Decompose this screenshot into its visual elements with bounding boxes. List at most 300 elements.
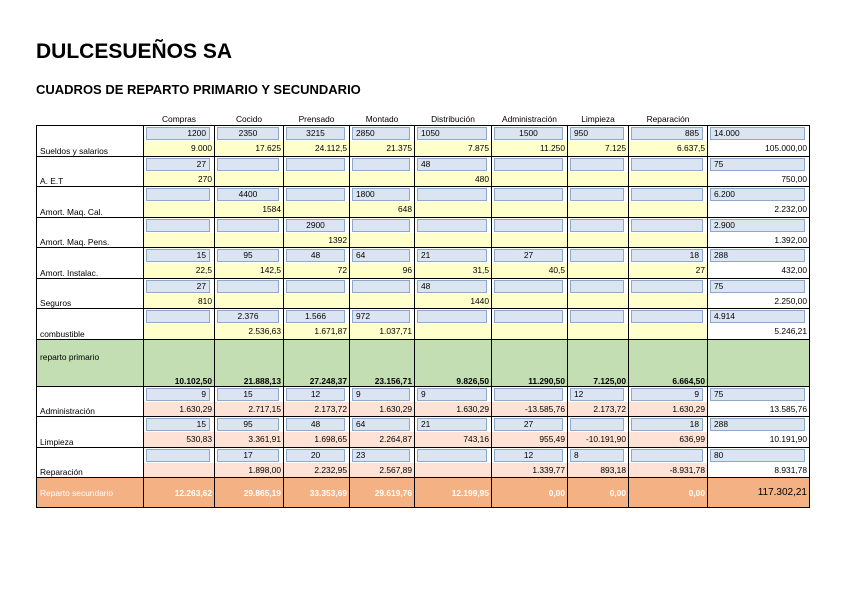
base-value-box: 972	[352, 310, 410, 323]
value-cell	[350, 294, 415, 309]
value-cell	[629, 324, 708, 339]
value-row	[37, 141, 810, 156]
base-value-box: 12	[570, 388, 624, 401]
base-cell	[629, 447, 708, 463]
base-value-box: 23	[352, 449, 410, 462]
base-value-box	[286, 280, 345, 293]
value-cell: 893,18	[568, 463, 629, 478]
base-cell	[415, 187, 492, 203]
base-value-box: 12	[494, 449, 563, 462]
base-value-box: 27	[146, 158, 210, 171]
base-cell	[415, 126, 492, 142]
base-value-box	[631, 280, 703, 293]
value-cell: 142,5	[215, 263, 284, 278]
base-value-box	[417, 188, 487, 201]
secondary-label: Reparto secundario	[37, 478, 144, 508]
value-cell: 2.173,72	[568, 402, 629, 417]
base-cell	[215, 386, 284, 402]
base-cell	[215, 417, 284, 433]
value-cell	[284, 294, 350, 309]
column-header: Administración	[502, 114, 557, 124]
column-header: Distribución	[431, 114, 475, 124]
base-cell	[350, 447, 415, 463]
base-cell	[629, 217, 708, 233]
value-cell: 1.898,00	[215, 463, 284, 478]
base-cell	[629, 187, 708, 203]
base-value-box	[417, 449, 487, 462]
base-value-box	[352, 219, 410, 232]
row-label: Amort. Instalac.	[37, 248, 144, 279]
base-cell	[629, 417, 708, 433]
base-cell	[284, 278, 350, 294]
base-row	[37, 309, 810, 325]
value-cell: 2.536,63	[215, 324, 284, 339]
base-cell	[284, 386, 350, 402]
value-cell: 2.717,15	[215, 402, 284, 417]
base-value-box: 48	[417, 280, 487, 293]
value-cell: 72	[284, 263, 350, 278]
base-row	[37, 278, 810, 294]
base-value-box: 4400	[217, 188, 279, 201]
base-cell	[215, 126, 284, 142]
base-cell	[144, 217, 215, 233]
base-total-box: 4.914	[710, 310, 805, 323]
value-cell: 11.250	[492, 141, 568, 156]
base-value-box: 95	[217, 249, 279, 262]
value-cell: 1.630,29	[144, 402, 215, 417]
base-value-box	[146, 310, 210, 323]
value-cell	[492, 294, 568, 309]
value-cell: 1.698,65	[284, 432, 350, 447]
base-cell	[350, 278, 415, 294]
secondary-value: 12.199,95	[415, 478, 492, 508]
base-value-box: 9	[631, 388, 703, 401]
base-cell	[415, 278, 492, 294]
value-cell: 3.361,91	[215, 432, 284, 447]
base-cell	[415, 156, 492, 172]
base-cell	[144, 417, 215, 433]
base-cell	[215, 309, 284, 325]
base-total-box: 75	[710, 388, 805, 401]
base-cell	[629, 278, 708, 294]
base-value-box: 1800	[352, 188, 410, 201]
value-cell	[144, 233, 215, 248]
base-cell	[568, 278, 629, 294]
base-value-box	[217, 219, 279, 232]
base-value-box: 885	[631, 127, 703, 140]
value-cell: 270	[144, 172, 215, 187]
value-cell: 22,5	[144, 263, 215, 278]
base-cell	[568, 386, 629, 402]
base-value-box: 27	[494, 249, 563, 262]
value-cell	[215, 294, 284, 309]
column-header: Limpieza	[581, 114, 615, 124]
base-cell	[492, 309, 568, 325]
base-total-cell	[708, 417, 810, 433]
value-cell	[492, 324, 568, 339]
base-value-box: 48	[286, 249, 345, 262]
base-value-box: 1.566	[286, 310, 345, 323]
row-total: 10.191,90	[708, 432, 810, 447]
base-cell	[350, 126, 415, 142]
base-value-box	[570, 219, 624, 232]
base-total-cell	[708, 217, 810, 233]
base-value-box	[570, 188, 624, 201]
value-cell	[415, 463, 492, 478]
base-value-box	[352, 158, 410, 171]
document-subtitle: CUADROS DE REPARTO PRIMARIO Y SECUNDARIO	[36, 82, 361, 97]
row-label: Seguros	[37, 278, 144, 309]
base-cell	[415, 386, 492, 402]
value-cell: 1.671,87	[284, 324, 350, 339]
row-total: 8.931,78	[708, 463, 810, 478]
base-value-box	[352, 280, 410, 293]
base-value-box: 18	[631, 249, 703, 262]
base-cell	[415, 417, 492, 433]
cost-distribution-table	[36, 113, 810, 508]
base-cell	[568, 156, 629, 172]
base-value-box: 15	[217, 388, 279, 401]
base-cell	[144, 156, 215, 172]
table-body	[37, 126, 810, 508]
value-cell	[492, 202, 568, 217]
base-value-box: 2350	[217, 127, 279, 140]
row-label: Administración	[37, 386, 144, 417]
secondary-total: 117.302,21	[708, 478, 810, 508]
base-total-cell	[708, 187, 810, 203]
base-cell	[284, 187, 350, 203]
base-total-box: 80	[710, 449, 805, 462]
value-cell	[284, 202, 350, 217]
base-total-box: 288	[710, 418, 805, 431]
base-value-box: 21	[417, 418, 487, 431]
base-value-box	[494, 310, 563, 323]
base-value-box	[570, 310, 624, 323]
value-row	[37, 463, 810, 478]
value-row	[37, 432, 810, 447]
value-cell: 1.037,71	[350, 324, 415, 339]
secondary-value: 12.263,62	[144, 478, 215, 508]
base-cell	[492, 248, 568, 264]
row-total: 2.250,00	[708, 294, 810, 309]
base-cell	[350, 248, 415, 264]
base-cell	[568, 248, 629, 264]
base-cell	[350, 187, 415, 203]
value-row	[37, 294, 810, 309]
base-cell	[215, 156, 284, 172]
row-total: 2.232,00	[708, 202, 810, 217]
base-cell	[568, 309, 629, 325]
secondary-value: 29.865,19	[215, 478, 284, 508]
base-value-box: 27	[146, 280, 210, 293]
base-value-box: 48	[417, 158, 487, 171]
value-cell	[568, 294, 629, 309]
base-cell	[568, 217, 629, 233]
value-cell: 2.567,89	[350, 463, 415, 478]
value-cell: 648	[350, 202, 415, 217]
base-cell	[144, 447, 215, 463]
base-value-box: 9	[417, 388, 487, 401]
base-cell	[350, 309, 415, 325]
base-value-box	[146, 449, 210, 462]
base-value-box: 17	[217, 449, 279, 462]
base-value-box	[286, 188, 345, 201]
base-value-box	[146, 219, 210, 232]
secondary-value: 0,00	[568, 478, 629, 508]
row-label: combustible	[37, 309, 144, 340]
primary-total	[708, 339, 810, 386]
base-value-box	[494, 158, 563, 171]
base-value-box: 15	[146, 249, 210, 262]
value-cell	[350, 172, 415, 187]
value-cell: 955,49	[492, 432, 568, 447]
value-cell: 21.375	[350, 141, 415, 156]
primary-value: 21.888,13	[215, 339, 284, 386]
base-value-box: 2900	[286, 219, 345, 232]
base-cell	[284, 126, 350, 142]
row-label: Amort. Maq. Cal.	[37, 187, 144, 218]
base-cell	[629, 309, 708, 325]
base-cell	[568, 417, 629, 433]
value-cell	[629, 294, 708, 309]
value-cell: 31,5	[415, 263, 492, 278]
value-cell: 1.630,29	[629, 402, 708, 417]
secondary-value: 0,00	[492, 478, 568, 508]
value-cell: 2.232,95	[284, 463, 350, 478]
base-cell	[215, 278, 284, 294]
header-blank	[708, 113, 810, 126]
value-cell	[568, 172, 629, 187]
value-cell: 2.173,72	[284, 402, 350, 417]
base-total-box: 14.000	[710, 127, 805, 140]
base-row	[37, 126, 810, 142]
row-label: Sueldos y salarios	[37, 126, 144, 157]
base-value-box: 1500	[494, 127, 563, 140]
value-cell: 530,83	[144, 432, 215, 447]
row-label: A. E.T	[37, 156, 144, 187]
base-cell	[215, 187, 284, 203]
base-cell	[144, 309, 215, 325]
value-cell: 17.625	[215, 141, 284, 156]
base-row	[37, 156, 810, 172]
value-cell: 2.264,87	[350, 432, 415, 447]
row-total: 105.000,00	[708, 141, 810, 156]
base-value-box: 2.376	[217, 310, 279, 323]
base-total-box: 75	[710, 280, 805, 293]
value-cell	[568, 233, 629, 248]
row-total: 5.246,21	[708, 324, 810, 339]
primary-value: 23.156,71	[350, 339, 415, 386]
row-total: 750,00	[708, 172, 810, 187]
column-header: Prensado	[298, 114, 335, 124]
base-value-box: 1050	[417, 127, 487, 140]
base-value-box	[494, 188, 563, 201]
base-cell	[350, 156, 415, 172]
value-cell: 743,16	[415, 432, 492, 447]
primary-value: 7.125,00	[568, 339, 629, 386]
base-value-box: 15	[146, 418, 210, 431]
value-cell: 1.339,77	[492, 463, 568, 478]
base-value-box	[570, 158, 624, 171]
value-cell: 7.875	[415, 141, 492, 156]
value-cell	[415, 324, 492, 339]
base-cell	[492, 417, 568, 433]
value-row	[37, 172, 810, 187]
base-cell	[415, 217, 492, 233]
base-value-box: 9	[146, 388, 210, 401]
base-value-box	[146, 188, 210, 201]
base-cell	[284, 417, 350, 433]
base-row	[37, 417, 810, 433]
base-cell	[284, 309, 350, 325]
base-row	[37, 447, 810, 463]
primary-distribution-row	[37, 339, 810, 386]
value-cell: 810	[144, 294, 215, 309]
primary-value: 6.664,50	[629, 339, 708, 386]
value-cell: -13.585,76	[492, 402, 568, 417]
base-cell	[492, 278, 568, 294]
value-cell: -10.191,90	[568, 432, 629, 447]
secondary-value: 29.619,76	[350, 478, 415, 508]
base-value-box: 2850	[352, 127, 410, 140]
secondary-value: 0,00	[629, 478, 708, 508]
value-cell	[215, 233, 284, 248]
primary-value: 27.248,37	[284, 339, 350, 386]
base-row	[37, 217, 810, 233]
base-cell	[568, 447, 629, 463]
base-value-box	[417, 310, 487, 323]
row-label: Limpieza	[37, 417, 144, 448]
document-title: DULCESUEÑOS SA	[36, 40, 233, 63]
row-total: 432,00	[708, 263, 810, 278]
base-value-box	[631, 158, 703, 171]
base-total-cell	[708, 248, 810, 264]
value-cell	[568, 202, 629, 217]
base-cell	[144, 386, 215, 402]
base-total-cell	[708, 278, 810, 294]
base-value-box: 64	[352, 249, 410, 262]
base-value-box: 1200	[146, 127, 210, 140]
base-cell	[492, 187, 568, 203]
base-value-box	[631, 310, 703, 323]
base-value-box: 9	[352, 388, 410, 401]
base-cell	[568, 187, 629, 203]
secondary-distribution-row	[37, 478, 810, 508]
row-total: 1.392,00	[708, 233, 810, 248]
base-value-box: 3215	[286, 127, 345, 140]
column-header: Compras	[162, 114, 196, 124]
value-cell	[144, 324, 215, 339]
row-label: Reparación	[37, 447, 144, 478]
base-value-box	[494, 219, 563, 232]
value-cell	[144, 463, 215, 478]
base-cell	[215, 447, 284, 463]
base-value-box: 48	[286, 418, 345, 431]
base-value-box: 8	[570, 449, 624, 462]
value-cell: 1584	[215, 202, 284, 217]
column-header: Reparación	[646, 114, 690, 124]
base-value-box	[494, 388, 563, 401]
value-cell: 24.112,5	[284, 141, 350, 156]
base-value-box: 95	[217, 418, 279, 431]
primary-label: reparto primario	[37, 339, 144, 386]
value-row	[37, 402, 810, 417]
base-cell	[492, 386, 568, 402]
base-value-box: 18	[631, 418, 703, 431]
value-cell	[415, 233, 492, 248]
base-row	[37, 386, 810, 402]
base-total-box: 288	[710, 249, 805, 262]
base-value-box	[631, 449, 703, 462]
value-cell	[415, 202, 492, 217]
base-value-box: 21	[417, 249, 487, 262]
value-cell	[568, 324, 629, 339]
value-cell	[284, 172, 350, 187]
value-cell: 636,99	[629, 432, 708, 447]
value-row	[37, 324, 810, 339]
base-cell	[284, 248, 350, 264]
value-cell: 1.630,29	[350, 402, 415, 417]
value-cell: 6.637,5	[629, 141, 708, 156]
value-row	[37, 263, 810, 278]
base-row	[37, 187, 810, 203]
base-cell	[144, 126, 215, 142]
base-value-box: 950	[570, 127, 624, 140]
value-cell: 7.125	[568, 141, 629, 156]
base-value-box: 12	[286, 388, 345, 401]
base-value-box	[286, 158, 345, 171]
base-total-box: 75	[710, 158, 805, 171]
base-value-box: 20	[286, 449, 345, 462]
base-cell	[350, 217, 415, 233]
base-cell	[144, 248, 215, 264]
base-cell	[415, 309, 492, 325]
base-cell	[215, 217, 284, 233]
base-cell	[350, 417, 415, 433]
row-total: 13.585,76	[708, 402, 810, 417]
base-cell	[415, 248, 492, 264]
base-value-box: 64	[352, 418, 410, 431]
primary-value: 11.290,50	[492, 339, 568, 386]
base-cell	[144, 278, 215, 294]
value-cell: 1440	[415, 294, 492, 309]
base-value-box	[217, 158, 279, 171]
base-cell	[492, 126, 568, 142]
base-cell	[492, 447, 568, 463]
base-cell	[284, 156, 350, 172]
value-cell	[629, 172, 708, 187]
secondary-value: 33.353,69	[284, 478, 350, 508]
value-cell	[629, 202, 708, 217]
value-cell	[215, 172, 284, 187]
base-value-box	[417, 219, 487, 232]
value-cell: 1.630,29	[415, 402, 492, 417]
value-row	[37, 202, 810, 217]
primary-value: 10.102,50	[144, 339, 215, 386]
base-cell	[350, 386, 415, 402]
value-cell	[492, 172, 568, 187]
base-total-box: 2.900	[710, 219, 805, 232]
column-header-row	[37, 113, 810, 126]
value-cell: 27	[629, 263, 708, 278]
base-value-box	[570, 418, 624, 431]
value-cell	[144, 202, 215, 217]
base-cell	[492, 217, 568, 233]
base-value-box	[570, 280, 624, 293]
base-cell	[215, 248, 284, 264]
header-blank	[37, 113, 144, 126]
base-cell	[629, 386, 708, 402]
